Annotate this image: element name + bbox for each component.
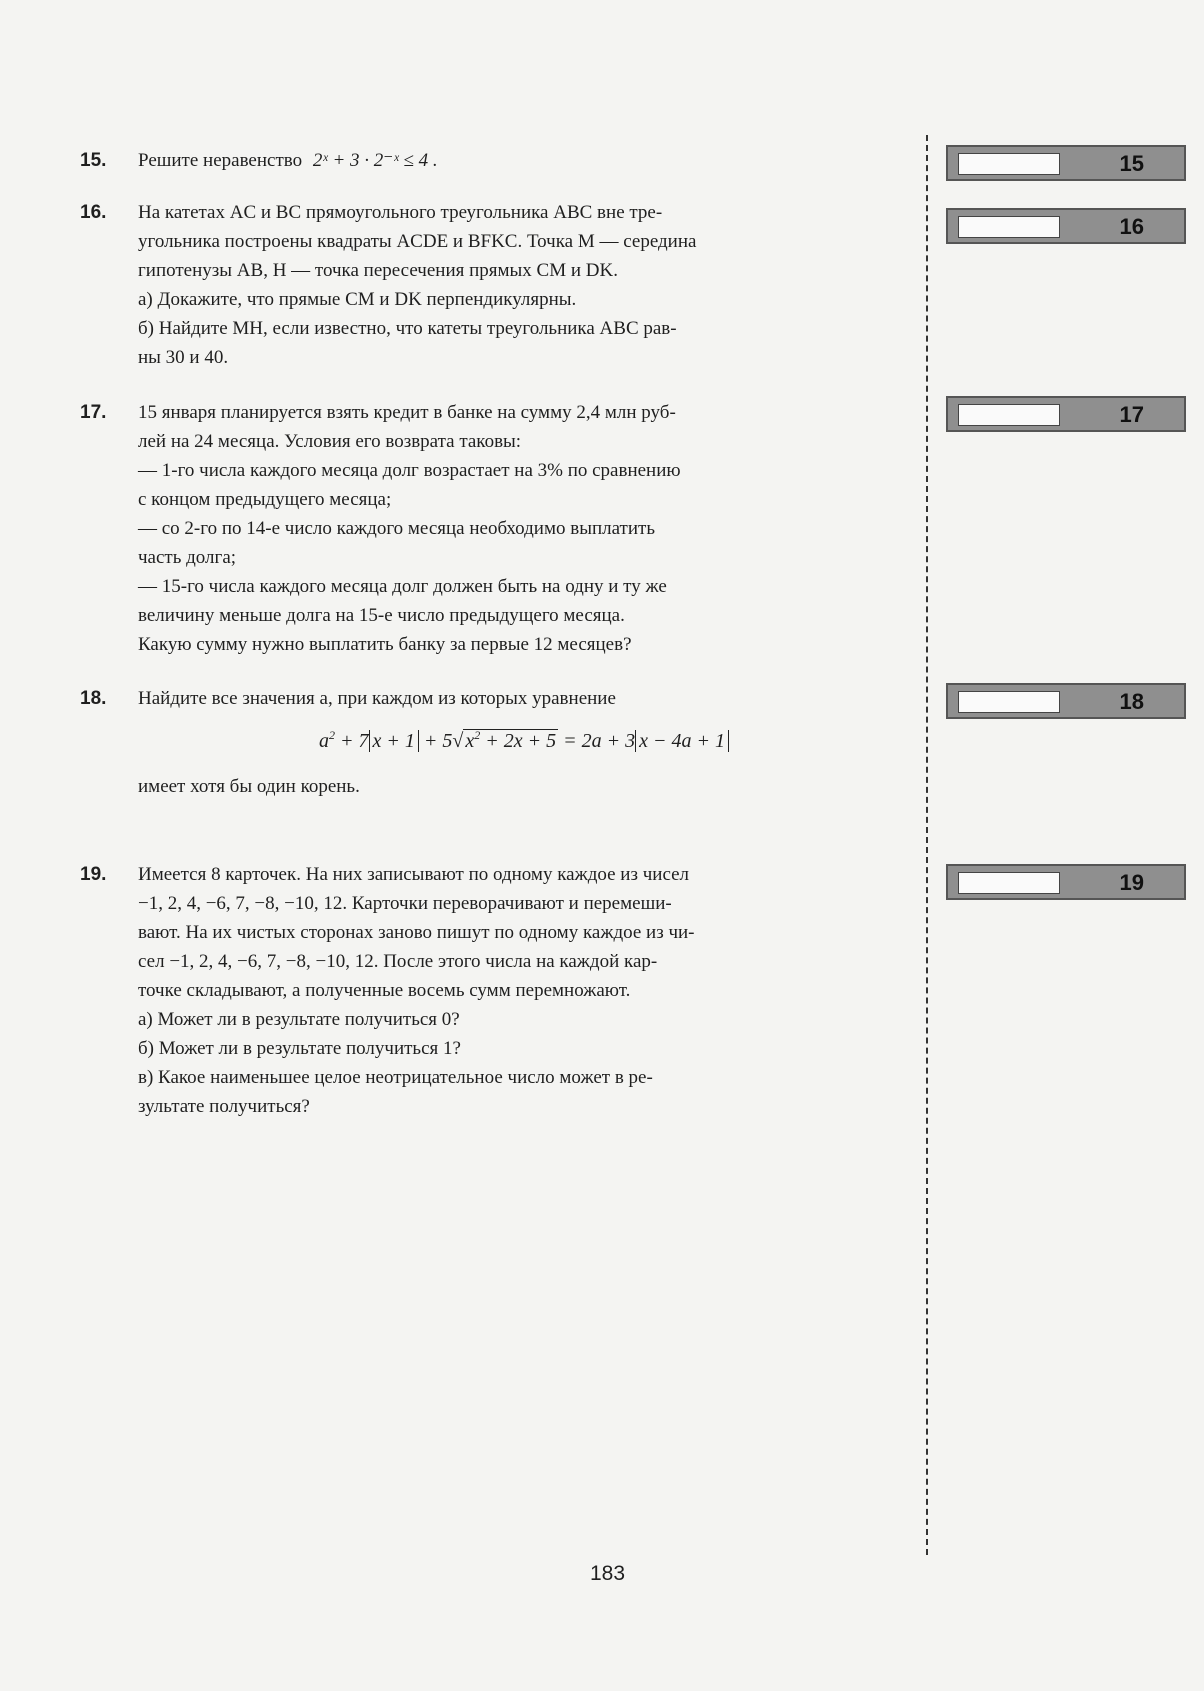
problem-line: б) Найдите MH, если известно, что катеты треугольника ABC рав-: [138, 318, 677, 339]
problem-number: 17.: [80, 402, 107, 423]
answer-box-19: [946, 864, 1186, 900]
problem-number: 19.: [80, 864, 107, 885]
problem-line: −1, 2, 4, −6, 7, −8, −10, 12. Карточки переворачивают и перемеши-: [138, 893, 672, 914]
answer-box-17: [946, 396, 1186, 432]
problem-line: а) Может ли в результате получиться 0?: [138, 1009, 460, 1030]
absolute-value: x + 1: [369, 730, 419, 752]
problem-line: Какую сумму нужно выплатить банку за первые 12 месяцев?: [138, 634, 632, 655]
answer-box-18: [946, 683, 1186, 719]
problem-number: 18.: [80, 688, 107, 709]
problem-line: точке складывают, а полученные восемь сумм перемножают.: [138, 980, 631, 1001]
problem-number: 16.: [80, 202, 107, 223]
problem-17: [80, 398, 910, 659]
problem-line: — 15-го числа каждого месяца долг должен быть на одну и ту же: [138, 576, 667, 597]
answer-field[interactable]: [958, 691, 1060, 713]
problem-line: зультате получиться?: [138, 1096, 310, 1117]
answer-field[interactable]: [958, 872, 1060, 894]
answer-label: 18: [1119, 689, 1144, 714]
problem-line: а) Докажите, что прямые CM и DK перпендикулярны.: [138, 289, 577, 310]
problem-intro: Найдите все значения a, при каждом из которых уравнение: [138, 688, 616, 709]
problem-16: [80, 198, 910, 372]
answer-box-16: [946, 208, 1186, 244]
problem-18: [80, 684, 910, 801]
page-number: 183: [590, 1562, 626, 1585]
problem-line: б) Может ли в результате получиться 1?: [138, 1038, 461, 1059]
problem-line: величину меньше долга на 15-е число предыдущего месяца.: [138, 605, 625, 626]
problem-line: угольника построены квадраты ACDE и BFKC. Точка M — середина: [138, 231, 697, 252]
problem-15: [80, 146, 910, 175]
answer-label: 16: [1119, 214, 1144, 239]
answer-label: 19: [1119, 870, 1144, 895]
equation-formula: $a^2 + 7$ x + 1 + 5√ $x^2 + 2x + 5 = 2a + 3$ x − 4a + 1: [138, 727, 910, 756]
problem-number: 15.: [80, 150, 107, 171]
answer-field[interactable]: [958, 216, 1060, 238]
problem-line: часть долга;: [138, 547, 237, 568]
problem-line: — 1-го числа каждого месяца долг возрастает на 3% по сравнению: [138, 460, 681, 481]
problem-line: сел −1, 2, 4, −6, 7, −8, −10, 12. После этого числа на каждой кар-: [138, 951, 658, 972]
problem-line: в) Какое наименьшее целое неотрицательное число может в ре-: [138, 1067, 653, 1088]
problem-line: 15 января планируется взять кредит в банке на сумму 2,4 млн руб-: [138, 402, 676, 423]
absolute-value: x − 4a + 1: [635, 730, 729, 752]
sqrt-sign: √: [452, 730, 464, 752]
problem-outro: имеет хотя бы один корень.: [138, 776, 360, 797]
answer-field[interactable]: [958, 404, 1060, 426]
problem-line: — со 2-го по 14-е число каждого месяца необходимо выплатить: [138, 518, 655, 539]
radicand: $x^2 + 2x + 5$: [465, 728, 557, 752]
problem-line: лей на 24 месяца. Условия его возврата таковы:: [138, 431, 522, 452]
problem-19: [80, 860, 910, 1121]
problem-line: На катетах AC и BC прямоугольного треугольника ABC вне тре-: [138, 202, 663, 223]
problem-text: Решите неравенство: [138, 150, 303, 171]
answer-box-15: [946, 145, 1186, 181]
cut-line: [926, 135, 928, 1555]
answer-label: 17: [1119, 402, 1144, 427]
problem-line: с концом предыдущего месяца;: [138, 489, 392, 510]
problem-line: гипотенузы AB, H — точка пересечения прямых CM и DK.: [138, 260, 618, 281]
inequality-formula: 2ˣ + 3 · 2⁻ˣ ≤ 4 .: [312, 150, 438, 171]
problem-line: Имеется 8 карточек. На них записывают по одному каждое из чисел: [138, 864, 690, 885]
answer-label: 15: [1119, 151, 1144, 176]
problem-line: ны 30 и 40.: [138, 347, 229, 368]
answer-field[interactable]: [958, 153, 1060, 175]
problem-line: вают. На их чистых сторонах заново пишут по одному каждое из чи-: [138, 922, 695, 943]
